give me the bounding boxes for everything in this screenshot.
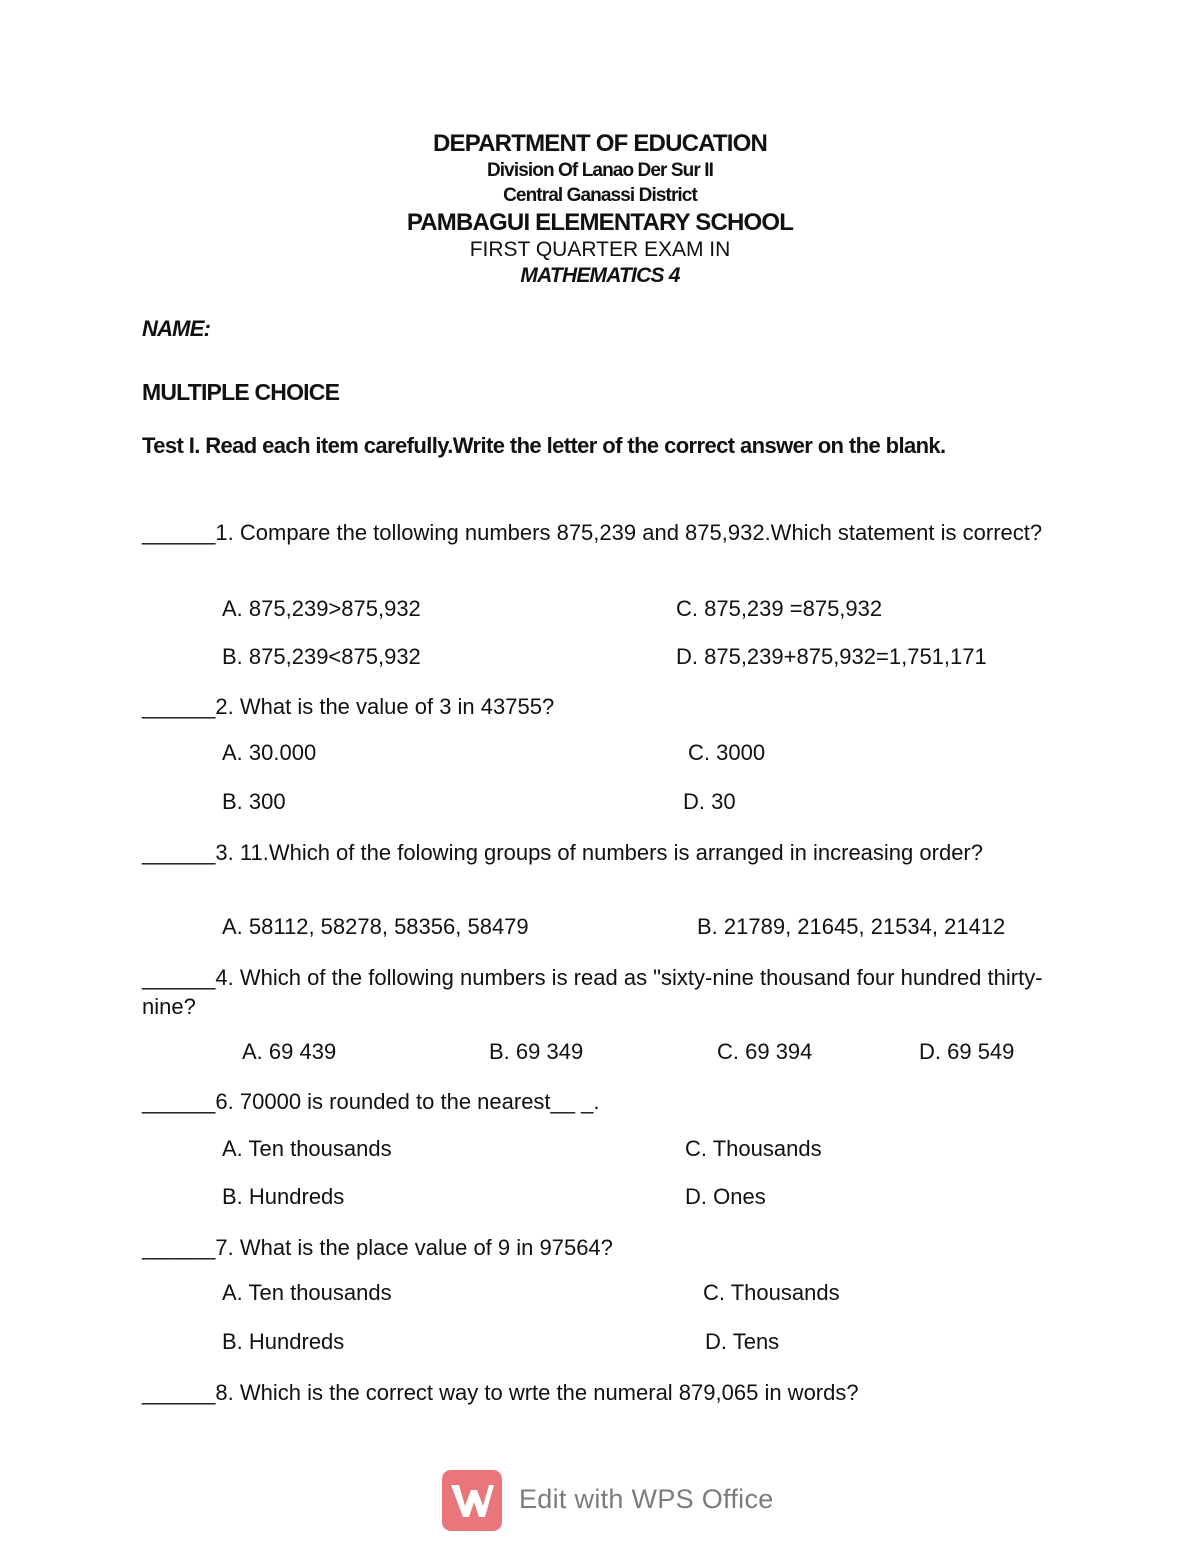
q4-option-a: A. 69 439 xyxy=(242,1039,337,1064)
question-8: ______8. Which is the correct way to wrte the numeral 879,065 in words? xyxy=(142,1380,859,1405)
q1-option-d: D. 875,239+875,932=1,751,171 xyxy=(676,644,987,669)
q4-option-c: C. 69 394 xyxy=(717,1039,813,1064)
q1-option-b: B. 875,239<875,932 xyxy=(222,644,421,669)
question-7: ______7. What is the place value of 9 in 97564? xyxy=(142,1235,613,1260)
q4-option-d: D. 69 549 xyxy=(919,1039,1015,1064)
question-6: ______6. 70000 is rounded to the nearest__ _. xyxy=(142,1089,600,1114)
school-heading: PAMBAGUI ELEMENTARY SCHOOL xyxy=(406,209,794,236)
wps-edit-link[interactable]: Edit with WPS Office xyxy=(519,1484,774,1514)
name-label: NAME: xyxy=(142,316,211,341)
department-heading: DEPARTMENT OF EDUCATION xyxy=(432,130,768,157)
q2-option-b: B. 300 xyxy=(222,789,286,814)
q6-option-d: D. Ones xyxy=(685,1184,766,1209)
q1-option-c: C. 875,239 =875,932 xyxy=(676,596,883,621)
q2-option-d: D. 30 xyxy=(683,789,736,814)
q1-option-a: A. 875,239>875,932 xyxy=(222,596,421,621)
wps-w-glyph xyxy=(448,1482,496,1520)
division-heading: Division Of Lanao Der Sur II xyxy=(486,160,714,181)
q6-option-a: A. Ten thousands xyxy=(222,1136,392,1161)
section-title: MULTIPLE CHOICE xyxy=(142,379,340,405)
q7-option-a: A. Ten thousands xyxy=(222,1280,392,1305)
question-3: ______3. 11.Which of the folowing groups of numbers is arranged in increasing order? xyxy=(142,840,983,865)
q6-option-c: C. Thousands xyxy=(685,1136,822,1161)
q7-option-c: C. Thousands xyxy=(703,1280,840,1305)
exam-heading: FIRST QUARTER EXAM IN xyxy=(469,238,731,261)
question-1: ______1. Compare the tollowing numbers 875,239 and 875,932.Which statement is correct? xyxy=(142,520,1043,545)
q6-option-b: B. Hundreds xyxy=(222,1184,345,1209)
q3-option-b: B. 21789, 21645, 21534, 21412 xyxy=(697,914,1006,939)
q2-option-c: C. 3000 xyxy=(688,740,766,765)
subject-heading: MATHEMATICS 4 xyxy=(520,264,680,287)
q4-option-b: B. 69 349 xyxy=(489,1039,584,1064)
q7-option-b: B. Hundreds xyxy=(222,1329,345,1354)
wps-logo-icon[interactable] xyxy=(442,1470,502,1531)
test-instructions: Test I. Read each item carefully.Write the letter of the correct answer on the blank. xyxy=(142,433,946,458)
q2-option-a: A. 30.000 xyxy=(222,740,317,765)
q3-option-a: A. 58112, 58278, 58356, 58479 xyxy=(222,914,529,939)
question-2: ______2. What is the value of 3 in 43755? xyxy=(142,694,555,719)
q7-option-d: D. Tens xyxy=(705,1329,780,1354)
question-4: ______4. Which of the following numbers is read as "sixty-nine thousand four hundred thirty-nine? xyxy=(142,965,1043,1019)
district-heading: Central Ganassi District xyxy=(503,185,697,206)
